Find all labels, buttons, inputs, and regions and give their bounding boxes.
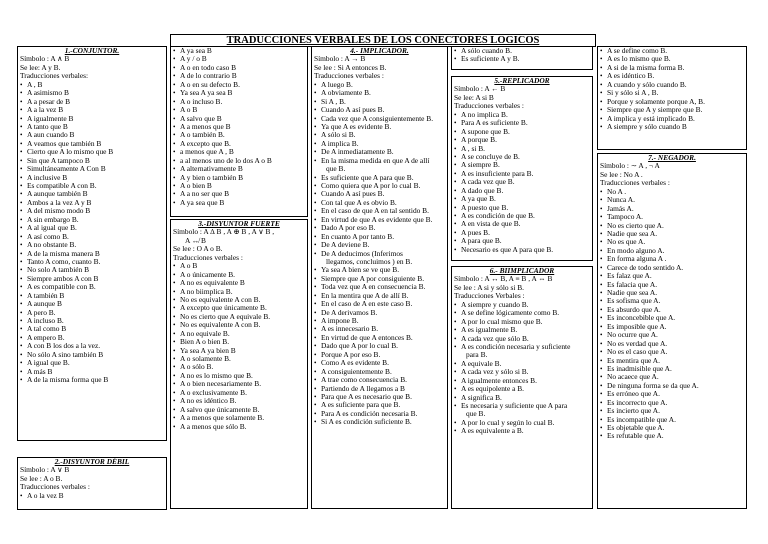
list-item: • Es erróneo que A. bbox=[600, 390, 744, 398]
list-item: • Sin que A tampoco B bbox=[20, 157, 164, 165]
list-item: • A o B bbox=[173, 262, 305, 270]
list-item: • A no es equivalente B bbox=[173, 279, 305, 287]
list-item: Símbolo : A ← B bbox=[454, 84, 506, 94]
list-item: • Como A es evidente B. bbox=[314, 359, 445, 367]
list-item: • A es equipolente a B. bbox=[454, 385, 590, 393]
list-item: Se lee: A si B bbox=[454, 92, 494, 102]
list-item: • Bien A o bien B. bbox=[173, 338, 305, 346]
list-item: Traducciones Verbales : bbox=[454, 291, 525, 301]
list-item: • En la mentira que A de allí B. bbox=[314, 292, 445, 300]
list-item: • A es condición necesaria y suficiente bbox=[454, 343, 590, 351]
list-item: • A no biimplica B. bbox=[173, 288, 305, 296]
list-item: • Toda vez que A en consecuencia B. bbox=[314, 283, 445, 291]
list-item: • A alternativamente B bbox=[173, 165, 305, 173]
list-item: • A sólo cuando B. bbox=[454, 47, 590, 55]
list-item: • En forma alguna A . bbox=[600, 255, 744, 263]
biimplicador-cont-box bbox=[597, 46, 747, 150]
list-item: • A siempre B. bbox=[454, 161, 590, 169]
list-item: • A al igual que B. bbox=[20, 224, 164, 232]
list-item: • A implica y está implicado B. bbox=[600, 115, 744, 123]
list-item: • Ya sea A bien se ve que B. bbox=[314, 266, 445, 274]
list-item: • A o la vez B bbox=[20, 492, 164, 500]
list-item: • En virtud de que A es evidente que B. bbox=[314, 216, 445, 224]
list-item: • A dado que B. bbox=[454, 187, 590, 195]
list-item: • No es cierto que A. bbox=[600, 222, 744, 230]
list-item: • A empero B. bbox=[20, 334, 164, 342]
list-item: Se lee : Si A entonces B. bbox=[314, 62, 387, 72]
list-item: • Porque A por eso B. bbox=[314, 351, 445, 359]
list-item: • Necesario es que A para que B. bbox=[454, 246, 590, 254]
list-item: • A equivale B. bbox=[454, 360, 590, 368]
negador-box bbox=[597, 153, 747, 509]
list-item: • De ninguna forma se da que A. bbox=[600, 382, 744, 390]
list-item: Traducciones verbales : bbox=[314, 71, 384, 81]
list-item: • No A . bbox=[600, 188, 744, 196]
conjuntor-box bbox=[17, 46, 167, 441]
list-item: • No es equivalente A con B. bbox=[173, 321, 305, 329]
list-item: • Es suficiente A y B. bbox=[454, 55, 590, 63]
list-item: • Siempre que A y siempre que B. bbox=[600, 106, 744, 114]
list-item: • Es suficiente que A para que B. bbox=[314, 174, 445, 182]
implicador-box bbox=[311, 46, 448, 509]
list-item: • A con B los dos a la vez. bbox=[20, 342, 164, 350]
list-item: • A es insuficiente para B. bbox=[454, 170, 590, 178]
list-item: • A se define como B. bbox=[600, 47, 744, 55]
list-item: • En el caso de que A en tal sentido B. bbox=[314, 207, 445, 215]
list-item: • A es lo mismo que B. bbox=[600, 55, 744, 63]
list-item: • A significa B. bbox=[454, 394, 590, 402]
list-item: A ↮ B bbox=[185, 235, 206, 245]
list-item: • Para A es condición necesaria B. bbox=[314, 410, 445, 418]
list-item: • Siempre ambos A con B bbox=[20, 275, 164, 283]
list-item: • A no obstante B. bbox=[20, 241, 164, 249]
list-item: Se lee : No A . bbox=[600, 169, 643, 179]
list-item: • A inclusive B bbox=[20, 174, 164, 182]
section-heading: 6.- BIIMPLICADOR bbox=[489, 266, 555, 275]
list-item: • A tal como B bbox=[20, 325, 164, 333]
list-item: • A a menos que sólo B. bbox=[173, 423, 305, 431]
list-item: • A supone que B. bbox=[454, 128, 590, 136]
list-item: • Es objetable que A. bbox=[600, 424, 744, 432]
list-item: • No es cierto que A equivale B. bbox=[173, 313, 305, 321]
list-item: • Es incorrecto que A. bbox=[600, 399, 744, 407]
list-item: • A luego B. bbox=[314, 81, 445, 89]
list-item: • A salvo que únicamente B. bbox=[173, 406, 305, 414]
list-item: • A aunque también B bbox=[20, 190, 164, 198]
list-item: • Es falaz que A. bbox=[600, 272, 744, 280]
list-item: • A así como B. bbox=[20, 233, 164, 241]
list-item: • A es innecesario B. bbox=[314, 325, 445, 333]
list-item: • En cuanto A por tanto B. bbox=[314, 233, 445, 241]
list-item: • No ocurre que A. bbox=[600, 331, 744, 339]
list-item: • A incluso B. bbox=[20, 317, 164, 325]
list-item: • A es idéntico B. bbox=[600, 72, 744, 80]
list-item: • A sin embargo B. bbox=[20, 216, 164, 224]
list-item: • Jamás A. bbox=[600, 205, 744, 213]
section-heading: 7.- NEGADOR. bbox=[648, 153, 696, 162]
list-item: • Cuando A así pues B. bbox=[314, 190, 445, 198]
list-item: Símbolo : A ∧ B bbox=[20, 54, 70, 64]
list-item: • A , si B. bbox=[454, 145, 590, 153]
biimplicador-box bbox=[451, 266, 593, 509]
list-item: • a al menos uno de lo dos A o B bbox=[173, 157, 305, 165]
list-item: • A es suficiente para que B. bbox=[314, 401, 445, 409]
list-item: • No es equivalente A con B. bbox=[173, 296, 305, 304]
disyuntor-debil-cont-box bbox=[170, 46, 308, 217]
list-item: • A cada vez y sólo si B. bbox=[454, 368, 590, 376]
list-item: • Es incompatible que A. bbox=[600, 416, 744, 424]
list-item: • Es inadmisible que A. bbox=[600, 365, 744, 373]
list-item: • Si A es condición suficiente B. bbox=[314, 418, 445, 426]
section-heading: 4.- IMPLICADOR. bbox=[350, 46, 409, 55]
list-item: • A cada vez que B. bbox=[454, 178, 590, 186]
list-item: • A o exclusivamente B. bbox=[173, 389, 305, 397]
list-item: Traducciones verbales : bbox=[20, 482, 90, 492]
list-item: • A veamos que también B bbox=[20, 140, 164, 148]
list-item: • A salvo que B bbox=[173, 115, 305, 123]
list-item: • A implica B. bbox=[314, 140, 445, 148]
list-item: • A es compatible con B. bbox=[20, 283, 164, 291]
list-item: • A a la vez B bbox=[20, 106, 164, 114]
list-item: • A es igualmente B. bbox=[454, 326, 590, 334]
list-item: • Es refutable que A. bbox=[600, 432, 744, 440]
list-item: • Siempre que A por consiguiente B. bbox=[314, 275, 445, 283]
list-item: llegamos, concluimos ) en B. bbox=[326, 256, 413, 266]
list-item: • A de la misma manera B bbox=[20, 250, 164, 258]
list-item: • De A deviene B. bbox=[314, 241, 445, 249]
list-item: • A o bien B bbox=[173, 182, 305, 190]
section-heading: 1.-CONJUNTOR. bbox=[64, 46, 120, 55]
list-item: • A es equivalente a B. bbox=[454, 427, 590, 435]
list-item: • No es el caso que A. bbox=[600, 348, 744, 356]
list-item: • Para A es suficiente B. bbox=[454, 119, 590, 127]
list-item: • A excepto que B. bbox=[173, 140, 305, 148]
list-item: • A asimismo B bbox=[20, 89, 164, 97]
list-item: • A o únicamente B. bbox=[173, 271, 305, 279]
list-item: • Es falacia que A. bbox=[600, 281, 744, 289]
list-item: para B. bbox=[466, 350, 488, 360]
list-item: • A tanto que B bbox=[20, 123, 164, 131]
list-item: • A es condición de que B. bbox=[454, 212, 590, 220]
list-item: • A cuando y sólo cuando B. bbox=[600, 81, 744, 89]
list-item: • A o también B. bbox=[173, 131, 305, 139]
list-item: Símbolo : A ↔ B, A ≡ B , A ⇔ B bbox=[454, 274, 553, 284]
list-item: • Nunca A. bbox=[600, 196, 744, 204]
list-item: • Es imposible que A. bbox=[600, 323, 744, 331]
list-item: Símbolo : A ∆ B , A ⊕ B , A ∨ B , bbox=[173, 227, 275, 237]
list-item: • A trae como consecuencia B. bbox=[314, 376, 445, 384]
list-item: Traducciones verbales: bbox=[20, 71, 89, 81]
list-item: • Ambos a la vez A y B bbox=[20, 199, 164, 207]
list-item: • A igual que B. bbox=[20, 359, 164, 367]
list-item: • A aun cuando B bbox=[20, 131, 164, 139]
list-item: Se lee : O A o B. bbox=[173, 244, 223, 254]
list-item: • A a menos que B bbox=[173, 123, 305, 131]
list-item: • A del mismo modo B bbox=[20, 207, 164, 215]
list-item: • A siempre y sólo cuando B bbox=[600, 123, 744, 131]
list-item: • No sólo A sino también B bbox=[20, 351, 164, 359]
list-item: Traducciones verbales : bbox=[600, 178, 670, 188]
list-item: • Cierto que A lo mismo que B bbox=[20, 148, 164, 156]
list-item: • En el caso de A en este caso B. bbox=[314, 300, 445, 308]
section-heading: 2.-DISYUNTOR DÉBIL bbox=[54, 457, 130, 466]
disyuntor-debil-box bbox=[17, 457, 167, 510]
list-item: que B. bbox=[466, 409, 486, 419]
list-item: • A también B bbox=[20, 292, 164, 300]
list-item: • A no es idéntico B. bbox=[173, 397, 305, 405]
list-item: • A aunque B bbox=[20, 300, 164, 308]
list-item: • Ya que A es evidente B. bbox=[314, 123, 445, 131]
disyuntor-fuerte-box bbox=[170, 219, 308, 509]
list-item: • Es compatible A con B. bbox=[20, 182, 164, 190]
list-item: • A sólo si B. bbox=[314, 131, 445, 139]
list-item: • Es necesaria y suficiente que A para bbox=[454, 402, 590, 410]
list-item: • A ya sea B bbox=[173, 47, 305, 55]
list-item: • A porque B. bbox=[454, 136, 590, 144]
list-item: • De A deducimos (Inferimos bbox=[314, 250, 445, 258]
list-item: • A o en su defecto B. bbox=[173, 81, 305, 89]
list-item: • A y bien o también B bbox=[173, 174, 305, 182]
list-item: • A de lo contrario B bbox=[173, 72, 305, 80]
list-item: • Nadie que sea A. bbox=[600, 289, 744, 297]
list-item: • A de la misma forma que B bbox=[20, 376, 164, 384]
list-item: • Tanto A como, cuanto B. bbox=[20, 258, 164, 266]
document-title: TRADUCCIONES VERBALES DE LOS CONECTORES LOGICOS bbox=[170, 34, 596, 47]
list-item: • No es verdad que A. bbox=[600, 340, 744, 348]
list-item: • A para que B. bbox=[454, 237, 590, 245]
list-item: • A pero B. bbox=[20, 309, 164, 317]
list-item: • A o sólo B. bbox=[173, 363, 305, 371]
list-item: • Para que A es necesario que B. bbox=[314, 393, 445, 401]
list-item: • Si A , B. bbox=[314, 98, 445, 106]
list-item: • A no equivale B. bbox=[173, 330, 305, 338]
list-item: • A o solamente B. bbox=[173, 355, 305, 363]
list-item: • A ya sea que B bbox=[173, 199, 305, 207]
list-item: • Es mentira que A. bbox=[600, 357, 744, 365]
list-item: • A en vista de que B. bbox=[454, 220, 590, 228]
list-item: • No es que A. bbox=[600, 238, 744, 246]
list-item: • A por lo cual mismo que B. bbox=[454, 318, 590, 326]
list-item: Se lee: A y B. bbox=[20, 62, 61, 72]
list-item: • Porque y solamente porque A, B. bbox=[600, 98, 744, 106]
list-item: • Ya sea A ya sea B bbox=[173, 89, 305, 97]
list-item: • Ya sea A ya bien B bbox=[173, 347, 305, 355]
list-item: • De A derivamos B. bbox=[314, 309, 445, 317]
list-item: • A consiguientemente B. bbox=[314, 368, 445, 376]
list-item: • A no implica B. bbox=[454, 111, 590, 119]
list-item: • A puesto que B. bbox=[454, 204, 590, 212]
list-item: • A a no ser que B bbox=[173, 190, 305, 198]
list-item: • Cada vez que A consiguientemente B. bbox=[314, 115, 445, 123]
list-item: Símbolo : ∼ A , ¬ A bbox=[600, 161, 660, 171]
list-item: • A igualmente entonces B. bbox=[454, 377, 590, 385]
list-item: • De A inmediatamente B. bbox=[314, 148, 445, 156]
list-item: • En virtud de que A entonces B. bbox=[314, 334, 445, 342]
list-item: Se lee : A si y sólo si B. bbox=[454, 282, 525, 292]
list-item: • A se define lógicamente como B. bbox=[454, 309, 590, 317]
replicador-box bbox=[451, 76, 593, 261]
list-item: • Es inconcebible que A. bbox=[600, 314, 744, 322]
list-item: Traducciones verbales : bbox=[454, 101, 524, 111]
list-item: • A pues B. bbox=[454, 229, 590, 237]
list-item: • Simultáneamente A Con B bbox=[20, 165, 164, 173]
list-item: • A si de la misma forma B. bbox=[600, 64, 744, 72]
list-item: • A igualmente B bbox=[20, 115, 164, 123]
list-item: • Nadie que sea A. bbox=[600, 230, 744, 238]
list-item: Traducciones verbales : bbox=[173, 252, 243, 262]
list-item: • A o B bbox=[173, 106, 305, 114]
list-item: • A cada vez que sólo B. bbox=[454, 335, 590, 343]
list-item: • A obviamente B. bbox=[314, 89, 445, 97]
list-item: • Es sofisma que A. bbox=[600, 297, 744, 305]
list-item: • Es absurdo que A. bbox=[600, 306, 744, 314]
list-item: • Con tal que A es obvio B. bbox=[314, 199, 445, 207]
list-item: • A y / o B bbox=[173, 55, 305, 63]
list-item: • Dado A por eso B. bbox=[314, 224, 445, 232]
list-item: • A se concluye de B. bbox=[454, 153, 590, 161]
list-item: • A excepto que únicamente B. bbox=[173, 304, 305, 312]
list-item: • A no es lo mismo que B. bbox=[173, 372, 305, 380]
list-item: • A a menos que solamente B. bbox=[173, 414, 305, 422]
list-item: • A o bien necesariamente B. bbox=[173, 380, 305, 388]
list-item: • Cuando A así pues B. bbox=[314, 106, 445, 114]
list-item: • En la misma medida en que A de allí bbox=[314, 157, 445, 165]
list-item: • A o incluso B. bbox=[173, 98, 305, 106]
list-item: • A más B bbox=[20, 368, 164, 376]
list-item: • Si y sólo si A , B. bbox=[600, 89, 744, 97]
list-item: • A o en todo caso B bbox=[173, 64, 305, 72]
list-item: • A por lo cual y según lo cual B. bbox=[454, 419, 590, 427]
list-item: • Es incierto que A. bbox=[600, 407, 744, 415]
list-item: • En modo alguno A. bbox=[600, 247, 744, 255]
section-heading: 3.-DISYUNTOR FUERTE bbox=[198, 219, 280, 228]
list-item: • No solo A también B bbox=[20, 266, 164, 274]
list-item: • Dado que A por lo cual B. bbox=[314, 342, 445, 350]
list-item: Se lee : A o B. bbox=[20, 473, 63, 483]
list-item: • A ya que B. bbox=[454, 195, 590, 203]
list-item: • No acaece que A. bbox=[600, 373, 744, 381]
list-item: que B. bbox=[326, 164, 346, 174]
list-item: • Como quiera que A por lo cual B. bbox=[314, 182, 445, 190]
list-item: • Carece de todo sentido A. bbox=[600, 264, 744, 272]
section-heading: 5.-REPLICADOR bbox=[494, 76, 550, 85]
implicador-cont-box bbox=[451, 46, 593, 70]
list-item: • A impone B. bbox=[314, 317, 445, 325]
list-item: • Partiendo de A llegamos a B bbox=[314, 385, 445, 393]
list-item: • Tampoco A. bbox=[600, 213, 744, 221]
list-item: • a menos que A , B bbox=[173, 148, 305, 156]
list-item: Símbolo : A ∨ B bbox=[20, 465, 70, 475]
list-item: • A , B bbox=[20, 81, 164, 89]
list-item: • A a pesar de B bbox=[20, 98, 164, 106]
list-item: • A siempre y cuando B. bbox=[454, 301, 590, 309]
list-item: Símbolo : A → B bbox=[314, 54, 366, 64]
